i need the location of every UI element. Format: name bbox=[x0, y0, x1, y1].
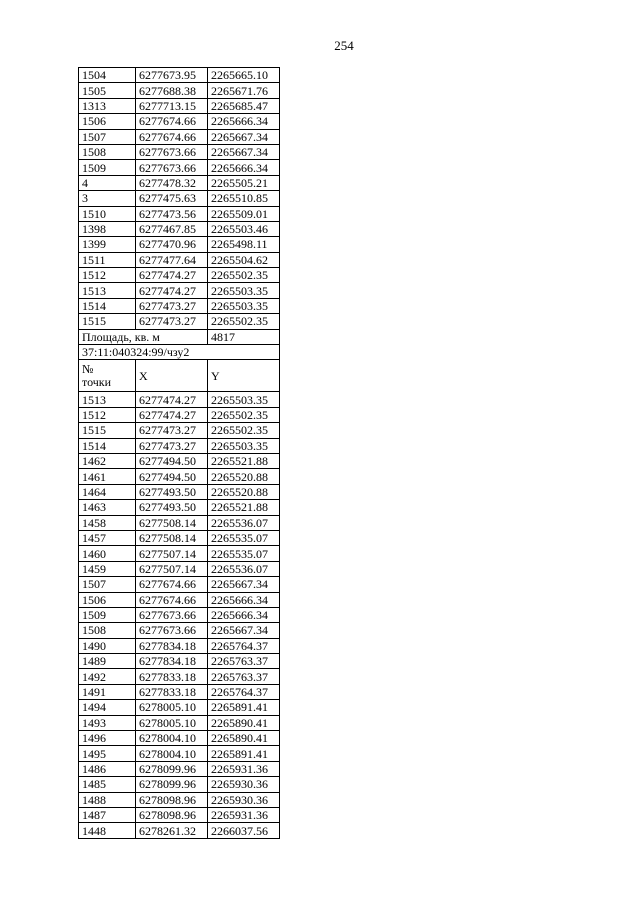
point-number-cell: 1399 bbox=[79, 237, 136, 252]
page-number: 254 bbox=[334, 38, 354, 53]
y-coordinate-cell: 2265891.41 bbox=[208, 700, 280, 715]
x-coordinate-cell: 6278005.10 bbox=[136, 715, 208, 730]
table-row bbox=[79, 68, 280, 83]
point-number-cell: 1493 bbox=[79, 715, 136, 730]
y-coordinate-cell: 2265667.34 bbox=[208, 623, 280, 638]
point-number-cell: 1492 bbox=[79, 669, 136, 684]
parcel-id: 37:11:040324:99/чзу2 bbox=[79, 345, 280, 360]
y-coordinate-cell: 2265502.35 bbox=[208, 423, 280, 438]
y-coordinate-cell: 2265502.35 bbox=[208, 314, 280, 329]
y-coordinate-cell: 2265763.37 bbox=[208, 669, 280, 684]
y-coordinate-cell: 2265521.88 bbox=[208, 453, 280, 468]
point-number-cell: 1486 bbox=[79, 761, 136, 776]
table-row bbox=[79, 206, 280, 221]
point-number-cell: 1459 bbox=[79, 561, 136, 576]
point-number-cell: 1512 bbox=[79, 268, 136, 283]
x-coordinate-cell: 6277674.66 bbox=[136, 592, 208, 607]
y-coordinate-cell: 2265665.10 bbox=[208, 68, 280, 83]
point-number-cell: 1507 bbox=[79, 577, 136, 592]
y-coordinate-cell: 2265764.37 bbox=[208, 684, 280, 699]
point-label: точки bbox=[82, 375, 112, 390]
point-number-cell: 1460 bbox=[79, 546, 136, 561]
y-coordinate-cell: 2265504.62 bbox=[208, 252, 280, 267]
y-coordinate-cell: 2265503.46 bbox=[208, 221, 280, 236]
x-coordinate-cell: 6277473.27 bbox=[136, 438, 208, 453]
table-row bbox=[79, 546, 280, 561]
x-coordinate-cell: 6277834.18 bbox=[136, 638, 208, 653]
x-coordinate-cell: 6278004.10 bbox=[136, 746, 208, 761]
y-coordinate-cell: 2265510.85 bbox=[208, 191, 280, 206]
x-coordinate-cell: 6277833.18 bbox=[136, 669, 208, 684]
x-coordinate-cell: 6278098.96 bbox=[136, 807, 208, 822]
y-coordinate-cell: 2265536.07 bbox=[208, 515, 280, 530]
table-row bbox=[79, 731, 280, 746]
x-coordinate-cell: 6277478.32 bbox=[136, 175, 208, 190]
y-coordinate-cell: 2265667.34 bbox=[208, 144, 280, 159]
x-coordinate-cell: 6277477.64 bbox=[136, 252, 208, 267]
number-sign: № bbox=[82, 362, 94, 377]
point-number-cell: 1510 bbox=[79, 206, 136, 221]
x-coordinate-cell: 6278098.96 bbox=[136, 792, 208, 807]
x-coordinate-cell: 6277673.95 bbox=[136, 68, 208, 83]
point-number-cell: 4 bbox=[79, 175, 136, 190]
y-coordinate-cell: 2265763.37 bbox=[208, 654, 280, 669]
y-coordinate-cell: 2265520.88 bbox=[208, 469, 280, 484]
y-coordinate-cell: 2265503.35 bbox=[208, 283, 280, 298]
y-coordinate-cell: 2265685.47 bbox=[208, 98, 280, 113]
point-number-cell: 1488 bbox=[79, 792, 136, 807]
table-row bbox=[79, 623, 280, 638]
y-coordinate-cell: 2265931.36 bbox=[208, 807, 280, 822]
x-coordinate-cell: 6277494.50 bbox=[136, 453, 208, 468]
y-coordinate-cell: 2265503.35 bbox=[208, 298, 280, 313]
table-row bbox=[79, 638, 280, 653]
table-row bbox=[79, 392, 280, 407]
x-coordinate-cell: 6277494.50 bbox=[136, 469, 208, 484]
y-coordinate-cell: 2265505.21 bbox=[208, 175, 280, 190]
y-coordinate-cell: 2265535.07 bbox=[208, 530, 280, 545]
point-number-cell: 1511 bbox=[79, 252, 136, 267]
table-row bbox=[79, 114, 280, 129]
table-row bbox=[79, 500, 280, 515]
x-coordinate-cell: 6277674.66 bbox=[136, 114, 208, 129]
point-number-cell: 1509 bbox=[79, 160, 136, 175]
table-row bbox=[79, 237, 280, 252]
x-coordinate-cell: 6277507.14 bbox=[136, 546, 208, 561]
point-number-cell: 1491 bbox=[79, 684, 136, 699]
x-coordinate-cell: 6277474.27 bbox=[136, 392, 208, 407]
y-coordinate-cell: 2265503.35 bbox=[208, 438, 280, 453]
point-number-cell: 1507 bbox=[79, 129, 136, 144]
x-coordinate-cell: 6277467.85 bbox=[136, 221, 208, 236]
y-coordinate-cell: 2265666.34 bbox=[208, 592, 280, 607]
x-coordinate-cell: 6277493.50 bbox=[136, 500, 208, 515]
x-coordinate-cell: 6277673.66 bbox=[136, 144, 208, 159]
point-number-cell: 1485 bbox=[79, 777, 136, 792]
point-number-cell: 1513 bbox=[79, 283, 136, 298]
table-row bbox=[79, 684, 280, 699]
x-coordinate-cell: 6277834.18 bbox=[136, 654, 208, 669]
table-header-row bbox=[79, 360, 280, 392]
table-row bbox=[79, 83, 280, 98]
table-row bbox=[79, 191, 280, 206]
y-header: Y bbox=[208, 360, 280, 392]
y-coordinate-cell: 2265502.35 bbox=[208, 407, 280, 422]
area-row bbox=[79, 329, 280, 344]
point-number-cell: 1506 bbox=[79, 592, 136, 607]
x-coordinate-cell: 6277473.27 bbox=[136, 298, 208, 313]
x-coordinate-cell: 6277674.66 bbox=[136, 577, 208, 592]
x-coordinate-cell: 6277673.66 bbox=[136, 623, 208, 638]
x-coordinate-cell: 6277833.18 bbox=[136, 684, 208, 699]
table-row bbox=[79, 298, 280, 313]
table-row bbox=[79, 515, 280, 530]
point-number-cell: 1458 bbox=[79, 515, 136, 530]
y-coordinate-cell: 2265509.01 bbox=[208, 206, 280, 221]
point-number-cell: 1398 bbox=[79, 221, 136, 236]
table-row bbox=[79, 314, 280, 329]
y-coordinate-cell: 2265931.36 bbox=[208, 761, 280, 776]
table-row bbox=[79, 160, 280, 175]
table-row bbox=[79, 283, 280, 298]
point-number-cell: 1464 bbox=[79, 484, 136, 499]
x-coordinate-cell: 6277674.66 bbox=[136, 129, 208, 144]
x-coordinate-cell: 6277474.27 bbox=[136, 268, 208, 283]
point-number-cell: 1513 bbox=[79, 392, 136, 407]
x-coordinate-cell: 6277713.15 bbox=[136, 98, 208, 113]
y-coordinate-cell: 2266037.56 bbox=[208, 823, 280, 838]
y-coordinate-cell: 2265498.11 bbox=[208, 237, 280, 252]
table-row bbox=[79, 746, 280, 761]
y-coordinate-cell: 2265666.34 bbox=[208, 160, 280, 175]
point-number-cell: 1508 bbox=[79, 144, 136, 159]
point-number-cell: 1489 bbox=[79, 654, 136, 669]
x-coordinate-cell: 6277474.27 bbox=[136, 283, 208, 298]
table-row bbox=[79, 577, 280, 592]
area-label: Площадь, кв. м bbox=[79, 329, 208, 344]
y-coordinate-cell: 2265503.35 bbox=[208, 392, 280, 407]
y-coordinate-cell: 2265666.34 bbox=[208, 114, 280, 129]
x-coordinate-cell: 6277475.63 bbox=[136, 191, 208, 206]
point-number-cell: 1495 bbox=[79, 746, 136, 761]
area-value: 4817 bbox=[208, 329, 280, 344]
table-row bbox=[79, 423, 280, 438]
y-coordinate-cell: 2265536.07 bbox=[208, 561, 280, 576]
x-coordinate-cell: 6277473.27 bbox=[136, 423, 208, 438]
y-coordinate-cell: 2265521.88 bbox=[208, 500, 280, 515]
y-coordinate-cell: 2265666.34 bbox=[208, 607, 280, 622]
y-coordinate-cell: 2265535.07 bbox=[208, 546, 280, 561]
table-row bbox=[79, 592, 280, 607]
point-number-cell: 1515 bbox=[79, 423, 136, 438]
x-coordinate-cell: 6277473.56 bbox=[136, 206, 208, 221]
point-number-cell: 1461 bbox=[79, 469, 136, 484]
point-number-cell: 1512 bbox=[79, 407, 136, 422]
y-coordinate-cell: 2265764.37 bbox=[208, 638, 280, 653]
table-row bbox=[79, 469, 280, 484]
x-coordinate-cell: 6277688.38 bbox=[136, 83, 208, 98]
coordinates-table bbox=[78, 67, 280, 839]
x-coordinate-cell: 6277473.27 bbox=[136, 314, 208, 329]
point-number-cell: 3 bbox=[79, 191, 136, 206]
table-row bbox=[79, 607, 280, 622]
x-coordinate-cell: 6278261.32 bbox=[136, 823, 208, 838]
x-coordinate-cell: 6277673.66 bbox=[136, 160, 208, 175]
x-coordinate-cell: 6278099.96 bbox=[136, 761, 208, 776]
point-number-cell: 1457 bbox=[79, 530, 136, 545]
point-number-cell: 1515 bbox=[79, 314, 136, 329]
table-row bbox=[79, 761, 280, 776]
point-number-header bbox=[79, 360, 136, 392]
x-coordinate-cell: 6277507.14 bbox=[136, 561, 208, 576]
point-number-cell: 1462 bbox=[79, 453, 136, 468]
table-row bbox=[79, 777, 280, 792]
x-coordinate-cell: 6277493.50 bbox=[136, 484, 208, 499]
table-row bbox=[79, 823, 280, 838]
table-row bbox=[79, 807, 280, 822]
y-coordinate-cell: 2265890.41 bbox=[208, 731, 280, 746]
y-coordinate-cell: 2265502.35 bbox=[208, 268, 280, 283]
y-coordinate-cell: 2265667.34 bbox=[208, 577, 280, 592]
y-coordinate-cell: 2265930.36 bbox=[208, 792, 280, 807]
point-number-cell: 1508 bbox=[79, 623, 136, 638]
point-number-cell: 1487 bbox=[79, 807, 136, 822]
x-coordinate-cell: 6277508.14 bbox=[136, 530, 208, 545]
point-number-cell: 1463 bbox=[79, 500, 136, 515]
table-row bbox=[79, 669, 280, 684]
x-coordinate-cell: 6278005.10 bbox=[136, 700, 208, 715]
point-number-cell: 1313 bbox=[79, 98, 136, 113]
table-row bbox=[79, 252, 280, 267]
table-row bbox=[79, 561, 280, 576]
point-number-cell: 1506 bbox=[79, 114, 136, 129]
point-number-cell: 1494 bbox=[79, 700, 136, 715]
parcel-id-row bbox=[79, 345, 280, 360]
table-row bbox=[79, 792, 280, 807]
point-number-cell: 1490 bbox=[79, 638, 136, 653]
table-row bbox=[79, 175, 280, 190]
point-number-cell: 1509 bbox=[79, 607, 136, 622]
table-row bbox=[79, 654, 280, 669]
table-row bbox=[79, 407, 280, 422]
x-header: X bbox=[136, 360, 208, 392]
x-coordinate-cell: 6277508.14 bbox=[136, 515, 208, 530]
x-coordinate-cell: 6277673.66 bbox=[136, 607, 208, 622]
y-coordinate-cell: 2265890.41 bbox=[208, 715, 280, 730]
table-row bbox=[79, 129, 280, 144]
table-row bbox=[79, 221, 280, 236]
y-coordinate-cell: 2265520.88 bbox=[208, 484, 280, 499]
y-coordinate-cell: 2265671.76 bbox=[208, 83, 280, 98]
y-coordinate-cell: 2265891.41 bbox=[208, 746, 280, 761]
table-row bbox=[79, 268, 280, 283]
table-row bbox=[79, 700, 280, 715]
y-coordinate-cell: 2265930.36 bbox=[208, 777, 280, 792]
y-coordinate-cell: 2265667.34 bbox=[208, 129, 280, 144]
point-number-cell: 1514 bbox=[79, 438, 136, 453]
x-coordinate-cell: 6277474.27 bbox=[136, 407, 208, 422]
x-coordinate-cell: 6278099.96 bbox=[136, 777, 208, 792]
x-coordinate-cell: 6277470.96 bbox=[136, 237, 208, 252]
point-number-cell: 1448 bbox=[79, 823, 136, 838]
table-row bbox=[79, 530, 280, 545]
table-row bbox=[79, 715, 280, 730]
x-coordinate-cell: 6278004.10 bbox=[136, 731, 208, 746]
point-number-cell: 1505 bbox=[79, 83, 136, 98]
table-row bbox=[79, 144, 280, 159]
point-number-cell: 1496 bbox=[79, 731, 136, 746]
table-row bbox=[79, 438, 280, 453]
point-number-cell: 1504 bbox=[79, 68, 136, 83]
table-row bbox=[79, 484, 280, 499]
table-row bbox=[79, 98, 280, 113]
point-number-cell: 1514 bbox=[79, 298, 136, 313]
table-row bbox=[79, 453, 280, 468]
